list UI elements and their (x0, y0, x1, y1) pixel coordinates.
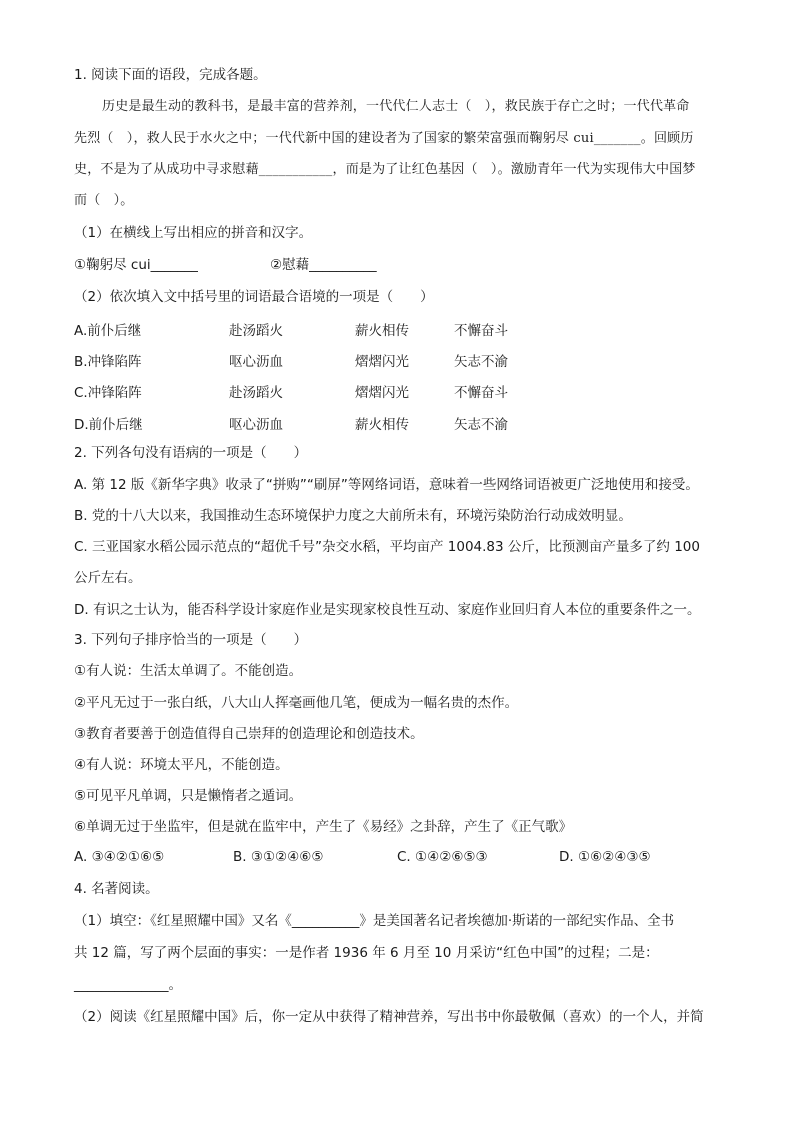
q1-title: 1. 阅读下面的语段，完成各题。 (74, 67, 267, 83)
q1-sub1: （1）在横线上写出相应的拼音和汉字。 (74, 225, 313, 241)
option-choice: C.冲锋陷阵 (74, 385, 142, 401)
q1-passage-line: 先烈（ ），救人民于水火之中；一代代新中国的建设者为了国家的繁荣富强而鞠躬尽 cui_______。回顾历 (74, 131, 694, 146)
option-word: 薪火相传 (355, 417, 409, 433)
q1-sub2: （2）依次填入文中括号里的词语最合语境的一项是（ ） (74, 289, 434, 305)
q3-sentence: ③教育者要善于创造值得自己崇拜的创造理论和创造技术。 (74, 726, 424, 742)
q2-title: 2. 下列各句没有语病的一项是（ ） (74, 445, 308, 461)
option-word: 熠熠闪光 (355, 385, 409, 401)
q4-line: （1）填空：《红星照耀中国》又名《__________》是美国著名记者埃德加·斯诺的一部纪实作品、全书 (74, 913, 675, 929)
option-word: 矢志不渝 (454, 417, 508, 433)
q3-sentence: ④有人说：环境太平凡，不能创造。 (74, 757, 289, 773)
q1-passage-line: 史，不是为了从成功中寻求慰藉___________，而是为了让红色基因（ ）。激励青年一代为实现伟大中国梦 (74, 162, 696, 177)
q2-option-continued: 公斤左右。 (74, 570, 142, 586)
q1-blank-b: ②慰藉__________ (270, 257, 377, 273)
q2-option: D. 有识之士认为，能否科学设计家庭作业是实现家校良性互动、家庭作业回归育人本位的重要条件之一。 (74, 602, 701, 618)
q1-blank-a: ①鞠躬尽 cui_______ (74, 257, 198, 273)
q3-sentence: ⑥单调无过于坐监牢，但是就在监牢中，产生了《易经》之卦辞，产生了《正气歌》 (74, 819, 573, 835)
option-choice: D.前仆后继 (74, 417, 143, 433)
q1-passage-line: 而（ ）。 (74, 193, 134, 208)
option-word: 呕心沥血 (229, 417, 283, 433)
q3-sentence: ⑤可见平凡单调，只是懒惰者之遁词。 (74, 788, 303, 804)
option-word: 赴汤蹈火 (229, 385, 283, 401)
q2-option: B. 党的十八大以来，我国推动生态环境保护力度之大前所未有，环境污染防治行动成效明显。 (74, 508, 632, 524)
q4-answer-blank: ______________。 (74, 977, 182, 993)
q3-title: 3. 下列句子排序恰当的一项是（ ） (74, 632, 308, 648)
q3-option: A. ③④②①⑥⑤ (74, 849, 165, 865)
q3-option: B. ③①②④⑥⑤ (233, 849, 324, 865)
q1-passage-line: 历史是最生动的教科书，是最丰富的营养剂，一代代仁人志士（ ），救民族于存亡之时；一代代革命 (102, 99, 690, 114)
q4-line: （2）阅读《红星照耀中国》后，你一定从中获得了精神营养，写出书中你最敬佩（喜欢）的一个人，并简 (74, 1009, 704, 1025)
q3-option: C. ①④②⑥⑤③ (397, 849, 488, 865)
option-choice: A.前仆后继 (74, 323, 142, 339)
option-word: 薪火相传 (355, 323, 409, 339)
q2-option: C. 三亚国家水稻公园示范点的“超优千号”杂交水稻，平均亩产 1004.83 公斤，比预测亩产量多了约 100 (74, 539, 700, 555)
option-word: 呕心沥血 (229, 354, 283, 370)
option-word: 矢志不渝 (454, 354, 508, 370)
option-word: 不懈奋斗 (454, 385, 508, 401)
q3-sentence: ②平凡无过于一张白纸，八大山人挥毫画他几笔，便成为一幅名贵的杰作。 (74, 695, 519, 711)
q3-option: D. ①⑥②④③⑤ (559, 849, 651, 865)
q4-title: 4. 名著阅读。 (74, 881, 159, 897)
option-word: 熠熠闪光 (355, 354, 409, 370)
option-word: 不懈奋斗 (454, 323, 508, 339)
q3-sentence: ①有人说：生活太单调了。不能创造。 (74, 663, 303, 679)
option-choice: B.冲锋陷阵 (74, 354, 142, 370)
option-word: 赴汤蹈火 (229, 323, 283, 339)
q4-line: 共 12 篇，写了两个层面的事实：一是作者 1936 年 6 月至 10 月采访“红色中国”的过程；二是： (74, 945, 659, 961)
q2-option: A. 第 12 版《新华字典》收录了“拼购”“刷屏”等网络词语，意味着一些网络词语被更广泛地使用和接受。 (74, 477, 699, 493)
